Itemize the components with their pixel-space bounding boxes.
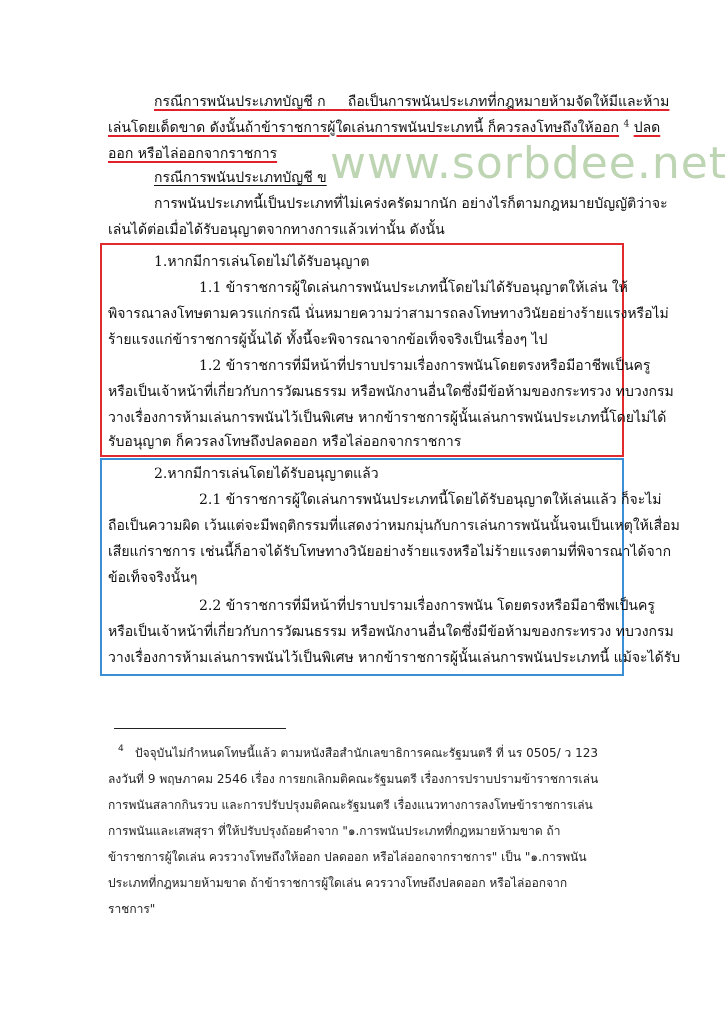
unlicensed-heading: 1.หากมีการเล่นโดยไม่ได้รับอนุญาต	[154, 254, 370, 270]
footnote-line-3: การพนันสลากกินรวบ และการปรับปรุงมติคณะรัฐมนตรี เรื่องแนวทางการลงโทษข้าราชการเล่น	[108, 798, 593, 812]
clause-2-1-line-1: 2.1 ข้าราชการผู้ใดเล่นการพนันประเภทนี้โดยได้รับอนุญาตให้เล่นแล้ว ก็จะไม่	[199, 492, 662, 508]
category-a-line	[154, 92, 669, 112]
category-b-text-2: เล่นได้ต่อเมื่อได้รับอนุญาตจากทางการแล้วเท่านั้น ดังนั้น	[108, 222, 445, 238]
footnote-line-1: ปัจจุบันไม่กำหนดโทษนี้แล้ว ตามหนังสือสำนักเลขาธิการคณะรัฐมนตรี ที่ นร 0505/ ว 123	[135, 746, 598, 760]
clause-2-2-line-3: วางเรื่องการห้ามเล่นการพนันไว้เป็นพิเศษ หากข้าราชการผู้นั้นเล่นการพนันประเภทนี้ แม้จะได้รับ	[108, 650, 681, 666]
clause-2-1-line-3: เสียแก่ราชการ เช่นนี้ก็อาจได้รับโทษทางวินัยอย่างร้ายแรงหรือไม่ร้ายแรงตามที่พิจารณาได้จาก	[108, 544, 672, 560]
footnote-line-6: ประเภทที่กฎหมายห้ามขาด ถ้าข้าราชการผู้ใดเล่น ควรวางโทษถึงปลดออก หรือไล่ออกจาก	[108, 876, 568, 890]
clause-2-2-line-2: หรือเป็นเจ้าหน้าที่เกี่ยวกับการวัฒนธรรม หรือพนักงานอื่นใดซึ่งมีข้อห้ามของกระทรวง ทบวงกรม	[108, 624, 674, 640]
footnote-separator	[114, 728, 286, 729]
category-a-text: ถือเป็นการพนันประเภทที่กฎหมายห้ามจัดให้มีและห้าม	[347, 94, 670, 110]
category-a-line-2: เล่นโดยเด็ดขาด ดังนั้นถ้าข้าราชการผู้ใดเล่นการพนันประเภทนี้ ก็ควรลงโทษถึงให้ออก $^4$ ปลด	[108, 119, 661, 136]
category-b-text-1: การพนันประเภทนี้เป็นประเภทที่ไม่เคร่งครัดมากนัก อย่างไรก็ตามกฎหมายบัญญัติว่าจะ	[154, 196, 668, 212]
clause-1-1-line-1: 1.1 ข้าราชการผู้ใดเล่นการพนันประเภทนี้โดยไม่ได้รับอนุญาตให้เล่น ให้	[199, 280, 628, 296]
category-a-line-3: ออก หรือไล่ออกจากราชการ	[108, 146, 278, 162]
footnote-line-4: การพนันและเสพสุรา ที่ให้ปรับปรุงถ้อยคำจาก "๑.การพนันประเภทที่กฎหมายห้ามขาด ถ้า	[108, 824, 561, 838]
clause-2-1-line-4: ข้อเท็จจริงนั้นๆ	[108, 570, 198, 586]
footnote-line-7: ราชการ"	[108, 902, 156, 916]
clause-1-2-line-1: 1.2 ข้าราชการที่มีหน้าที่ปราบปรามเรื่องการพนันโดยตรงหรือมีอาชีพเป็นครู	[199, 358, 651, 374]
clause-1-2-line-3: วางเรื่องการห้ามเล่นการพนันไว้เป็นพิเศษ หากข้าราชการผู้นั้นเล่นการพนันประเภทนี้โดยไม่ได้	[108, 410, 667, 426]
licensed-heading: 2.หากมีการเล่นโดยได้รับอนุญาตแล้ว	[154, 466, 379, 482]
footnote-number: 4	[118, 744, 124, 754]
clause-2-1-line-2: ถือเป็นความผิด เว้นแต่จะมีพฤติกรรมที่แสดงว่าหมกมุ่นกับการเล่นการพนันนั้นจนเป็นเหตุให้เสื่อม	[108, 518, 680, 534]
footnote-line-5: ข้าราชการผู้ใดเล่น ควรวางโทษถึงให้ออก ปลดออก หรือไล่ออกจากราชการ" เป็น "๑.การพนัน	[108, 850, 587, 864]
clause-2-2-line-1: 2.2 ข้าราชการที่มีหน้าที่ปราบปรามเรื่องการพนัน โดยตรงหรือมีอาชีพเป็นครู	[199, 598, 655, 614]
clause-1-1-line-2: พิจารณาลงโทษตามควรแก่กรณี นั่นหมายความว่าสามารถลงโทษทางวินัยอย่างร้ายแรงหรือไม่	[108, 306, 669, 322]
clause-1-2-line-4: รับอนุญาต ก็ควรลงโทษถึงปลดออก หรือไล่ออกจากราชการ	[108, 434, 462, 450]
watermark: www.sorbdee.net	[330, 138, 728, 189]
category-a-heading: กรณีการพนันประเภทบัญชี ก	[154, 94, 326, 110]
clause-1-2-line-2: หรือเป็นเจ้าหน้าที่เกี่ยวกับการวัฒนธรรม หรือพนักงานอื่นใดซึ่งมีข้อห้ามของกระทรวง ทบวงกรม	[108, 384, 674, 400]
clause-1-1-line-3: ร้ายแรงแก่ข้าราชการผู้นั้นได้ ทั้งนี้จะพิจารณาจากข้อเท็จจริงเป็นเรื่องๆ ไป	[108, 332, 548, 348]
footnote-line-2: ลงวันที่ 9 พฤษภาคม 2546 เรื่อง การยกเลิกมติคณะรัฐมนตรี เรื่องการปราบปรามข้าราชการเล่น	[108, 772, 599, 786]
footnote-ref[interactable]: 4	[623, 119, 630, 130]
category-b-heading: กรณีการพนันประเภทบัญชี ข	[154, 170, 327, 186]
